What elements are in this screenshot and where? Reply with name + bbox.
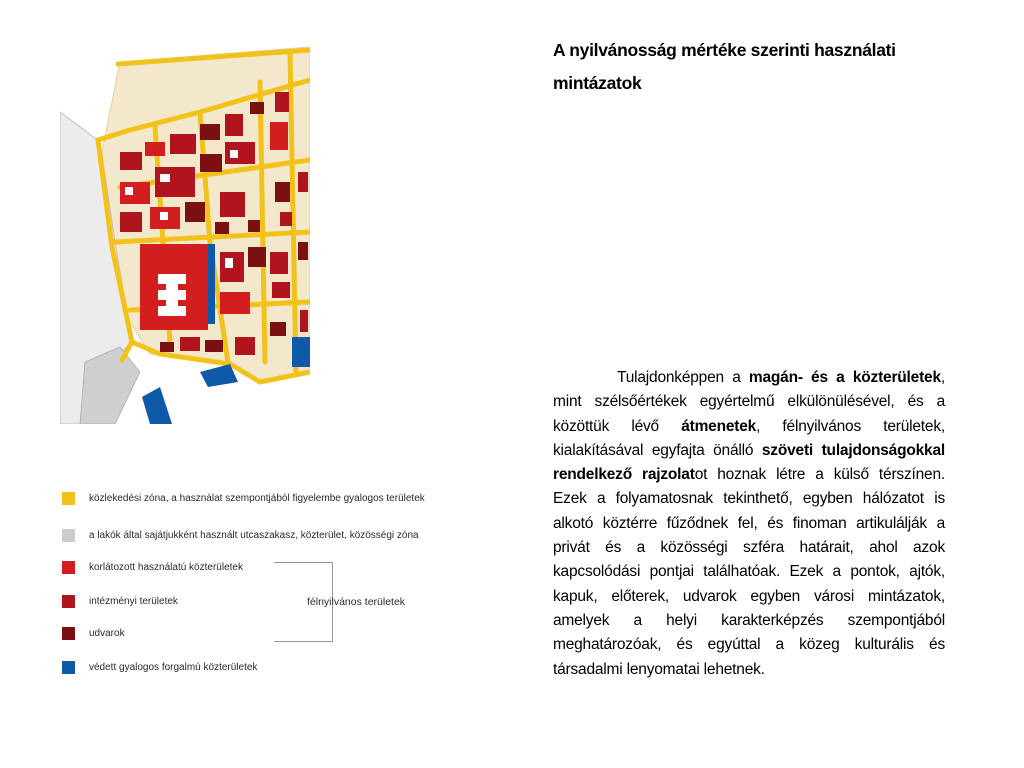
map-pedestrian-zone [142, 387, 172, 424]
map-inner-court [125, 187, 133, 195]
legend-item-courtyard [62, 625, 125, 641]
paragraph-segment: , mint szélsőértékek egyértelmű elkülönülésével, és a közöttük lévő [553, 369, 945, 435]
map-courtyard [215, 222, 229, 234]
map-pedestrian-zone [292, 337, 310, 367]
urban-usage-map [60, 42, 310, 424]
legend-label: védett gyalogos forgalmú közterületek [89, 661, 258, 673]
map-inner-court [225, 258, 233, 268]
map-courtyard [185, 202, 205, 222]
map-institution [280, 212, 292, 226]
map-courtyard [200, 154, 222, 172]
legend-swatch [62, 492, 75, 505]
map-institution [235, 337, 255, 355]
map-courtyard [250, 102, 264, 114]
legend-item-road [62, 490, 425, 506]
map-institution [120, 182, 150, 204]
legend-label: intézményi területek [89, 595, 178, 607]
map-institution [225, 114, 243, 136]
legend-label: a lakók által sajátjukként használt utcaszakasz, közterület, közösségi zóna [89, 529, 419, 541]
map-inner-court [160, 174, 170, 182]
map-institution [220, 292, 250, 314]
legend-swatch [62, 561, 75, 574]
map-institution [170, 134, 196, 154]
map-figure [60, 42, 310, 424]
legend-swatch [62, 661, 75, 674]
map-institution [270, 252, 288, 274]
paragraph-bold-segment: magán- és a közterületek [748, 369, 941, 386]
map-courtyard [200, 124, 220, 140]
paragraph-bold-segment: szöveti tulajdonságokkal rendelkező rajzolat [553, 441, 946, 484]
legend-item-community [62, 527, 419, 543]
paragraph-content [553, 369, 945, 678]
legend-label: korlátozott használatú közterületek [89, 561, 243, 573]
legend-label: közlekedési zóna, a használat szempontjából figyelembe gyalogos területek [89, 492, 425, 504]
map-inner-court [230, 150, 238, 158]
map-courtyard [298, 242, 308, 260]
map-institution [275, 92, 289, 112]
legend-swatch [62, 627, 75, 640]
paragraph-segment: ot hoznak létre a külső térszínen. Ezek a folyamatosnak tekinthető, egyben hálózatot is alkotó köztérre fűződnek fel, és finoman artikulálják a privát és a közösségi szféra határait, ahol azok kapcsolódási pontjai találhatóak. Ezek a pontok, ajtók, kapuk, előterek, udvarok egyben városi mintázatok, amelyek a helyi karakterképzés szempontjából meghatározóak, és egyúttal a közeg kulturális és társadalmi lenyomatai lehetnek. [553, 466, 945, 678]
map-institution [272, 282, 290, 298]
legend-swatch [62, 529, 75, 542]
map-institution [300, 310, 308, 332]
map-institution [120, 212, 142, 232]
paragraph-bold-segment: átmenetek [681, 417, 757, 435]
map-courtyard [205, 340, 223, 352]
map-institution [180, 337, 200, 351]
map-courtyard [270, 322, 286, 336]
legend-swatch [62, 595, 75, 608]
map-square-building [158, 274, 186, 316]
map-institution [120, 152, 142, 170]
map-courtyard [248, 220, 260, 232]
map-institution [220, 192, 245, 217]
legend-item-institution [62, 593, 178, 609]
map-institution [270, 122, 288, 150]
legend-item-pedestrian [62, 659, 257, 675]
legend-item-restricted [62, 559, 243, 575]
paragraph-segment: Tulajdonképpen a [617, 369, 749, 386]
map-institution [298, 172, 308, 192]
map-courtyard [160, 342, 174, 352]
map-institution [145, 142, 165, 156]
paragraph-segment: , félnyilvános területek, kialakításával egyfajta önálló [553, 417, 945, 459]
legend-label: udvarok [89, 627, 125, 639]
page-title: A nyilvánosság mértéke szerinti használati mintázatok [553, 40, 896, 93]
map-courtyard [275, 182, 290, 202]
map-institution [225, 142, 255, 164]
map-pedestrian-zone [208, 244, 215, 324]
legend-group-label: félnyilvános területek [307, 596, 406, 608]
map-courtyard [248, 247, 266, 267]
map-inner-court [160, 212, 168, 220]
body-paragraph [553, 366, 945, 682]
map-legend [62, 490, 482, 680]
